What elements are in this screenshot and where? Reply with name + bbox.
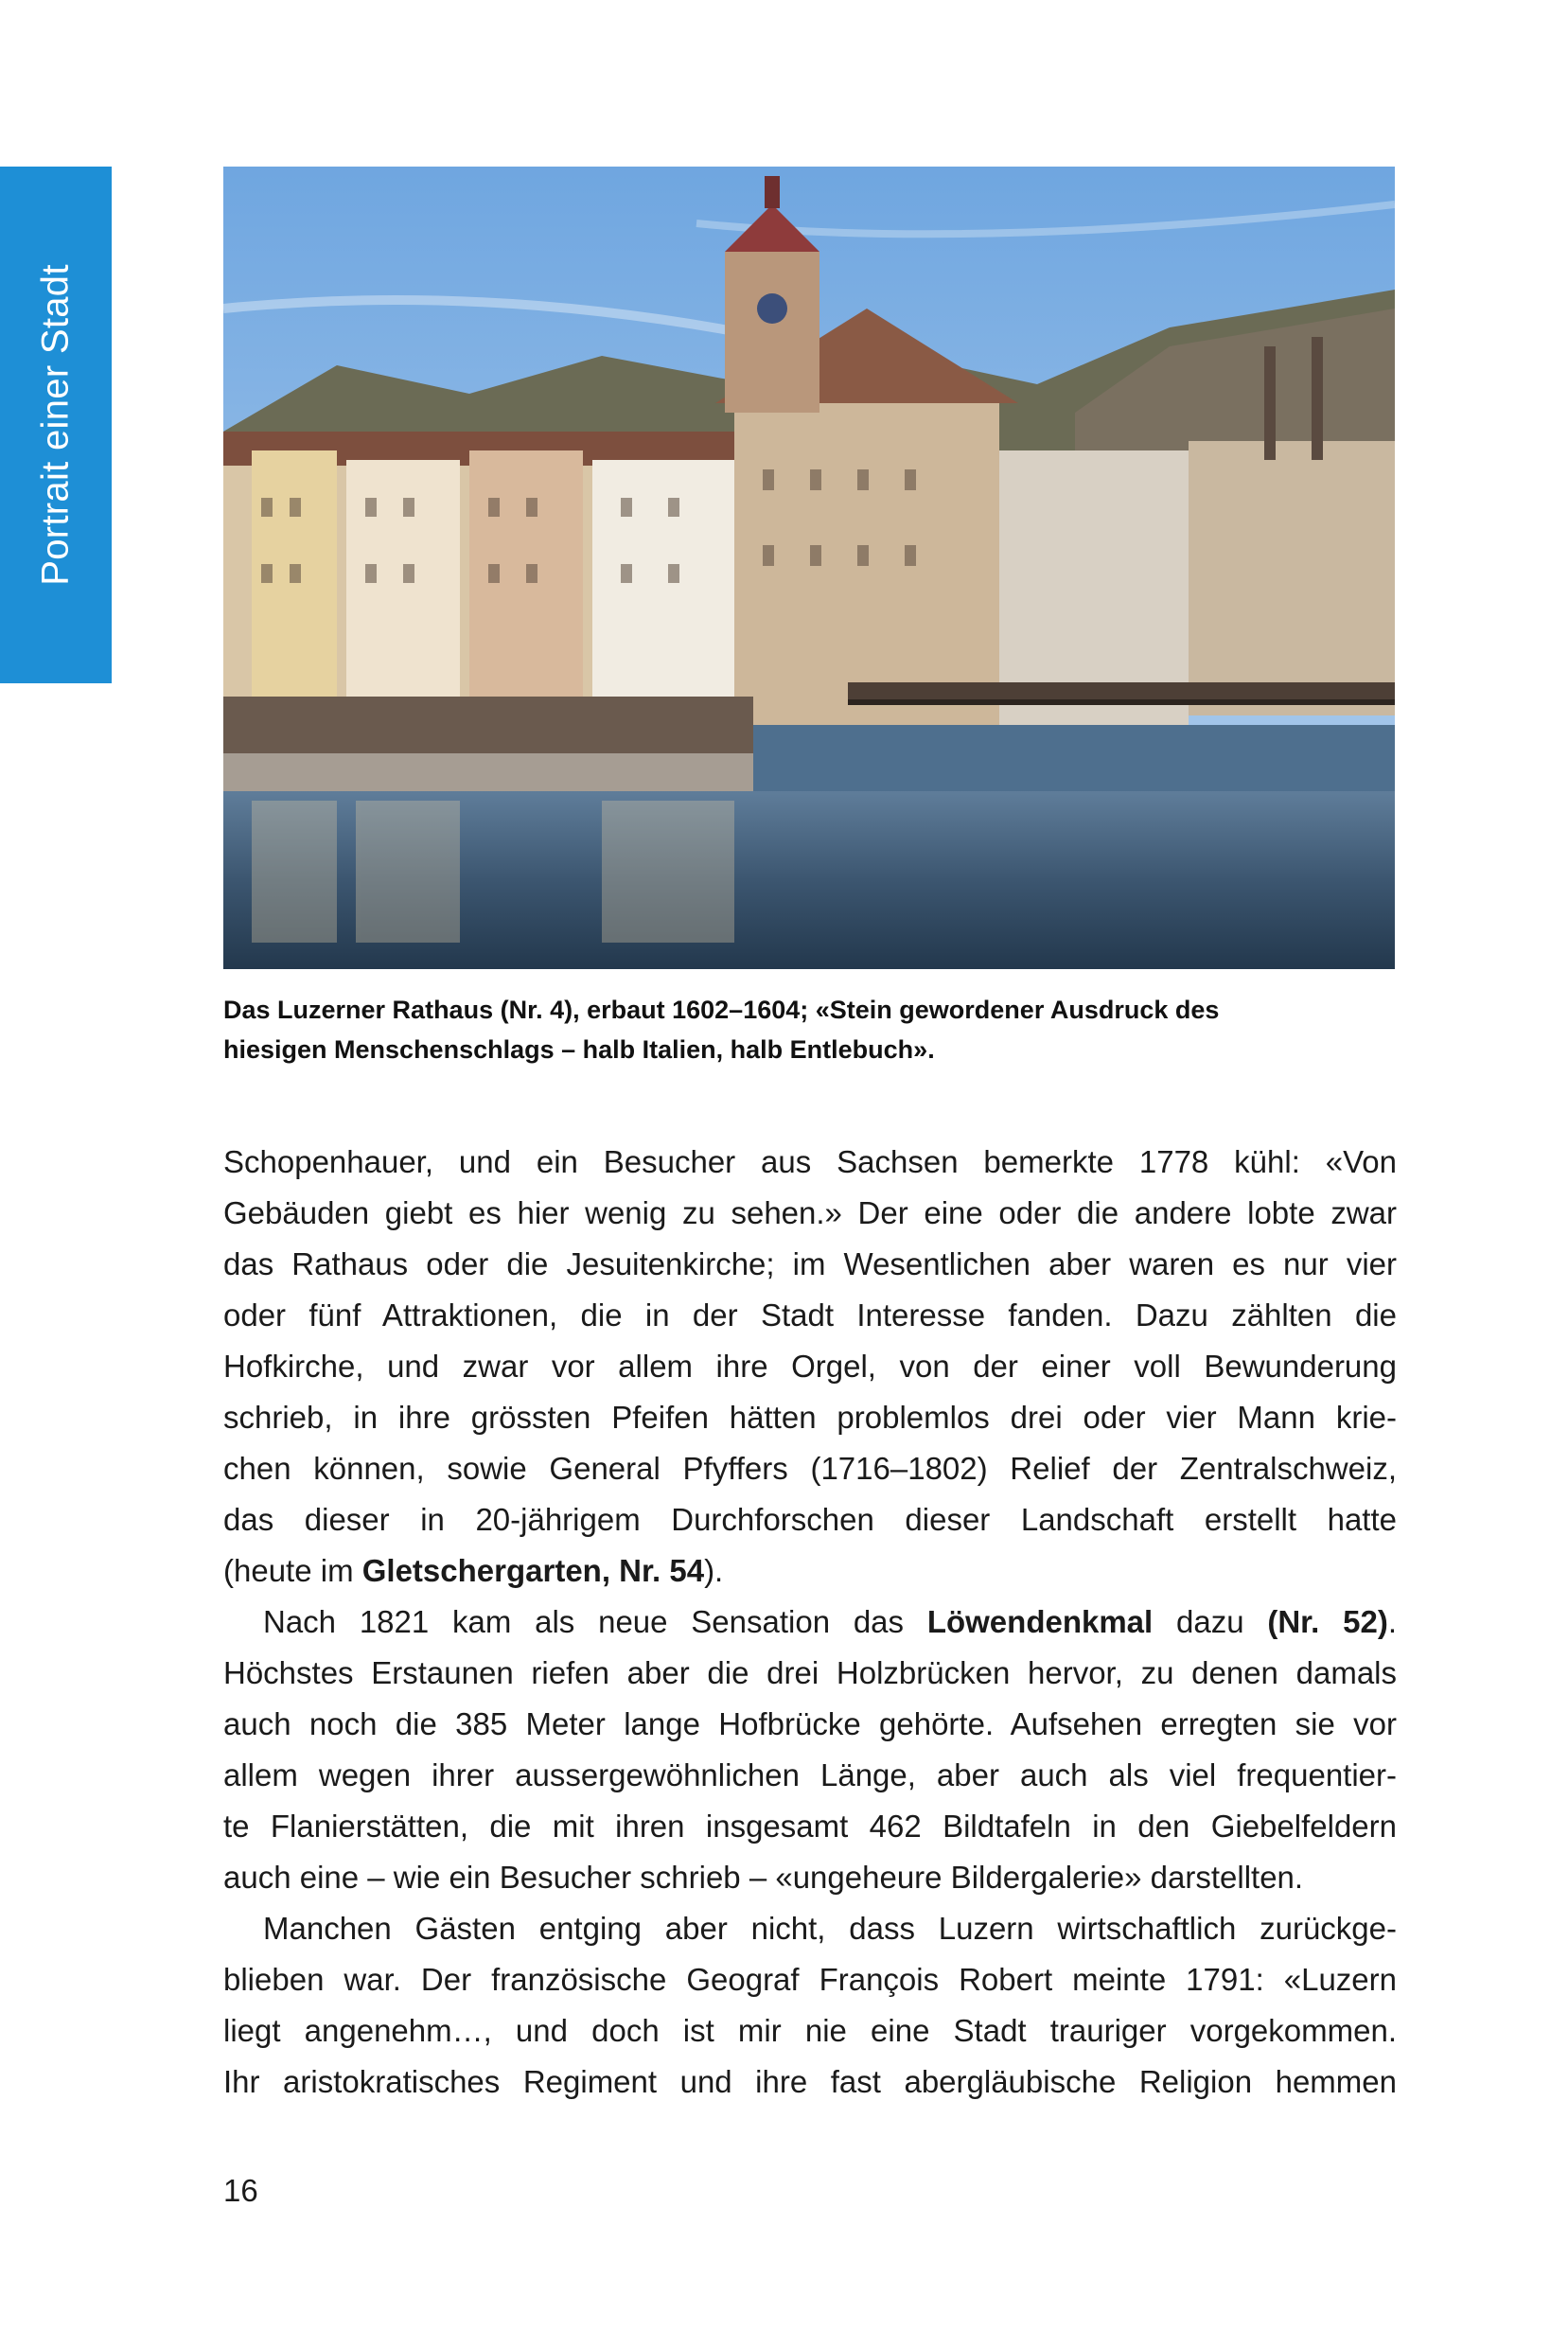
text-line: auch noch die 385 Meter lange Hofbrücke gehörte. Aufsehen erregten sie vor	[223, 1706, 1397, 1741]
text-line: oder fünf Attraktionen, die in der Stadt Interesse fanden. Dazu zählten die	[223, 1298, 1397, 1333]
text-line: Hofkirche, und zwar vor allem ihre Orgel, von der einer voll Bewunderung	[223, 1349, 1397, 1384]
text-line: allem wegen ihrer aussergewöhnlichen Länge, aber auch als viel frequentier-	[223, 1757, 1397, 1792]
text-line: das dieser in 20-jährigem Durchforschen dieser Landschaft erstellt hatte	[223, 1502, 1397, 1537]
text-line: Gebäuden giebt es hier wenig zu sehen.» Der eine oder die andere lobte zwar	[223, 1195, 1397, 1230]
loewendenkmal-reference: Löwendenkmal	[926, 1604, 1154, 1639]
text-line	[223, 1597, 1397, 1648]
text-line: auch eine – wie ein Besucher schrieb – «ungeheure Bildergalerie» darstellten.	[223, 1860, 1304, 1895]
text-line: das Rathaus oder die Jesuitenkirche; im Wesentlichen aber waren es nur vier	[223, 1246, 1397, 1281]
city-photo	[223, 167, 1395, 969]
text-segment: Nach 1821 kam als neue Sensation das	[263, 1604, 927, 1639]
section-tab-label: Portrait einer Stadt	[34, 264, 77, 586]
text-segment: (heute im	[223, 1553, 362, 1588]
text-line: Manchen Gästen entging aber nicht, dass Luzern wirtschaftlich zurückge-	[263, 1911, 1397, 1946]
text-line: Ihr aristokratisches Regiment und ihre fast abergläubische Religion hemmen	[223, 2064, 1397, 2099]
text-line: te Flanierstätten, die mit ihren insgesamt 462 Bildtafeln in den Giebelfeldern	[223, 1809, 1397, 1844]
number-reference: (Nr. 52)	[1267, 1604, 1388, 1639]
section-tab	[0, 167, 112, 683]
text-line: liegt angenehm…, und doch ist mir nie eine Stadt trauriger vorgekommen.	[223, 2013, 1397, 2048]
gletschergarten-reference: Gletschergarten, Nr. 54	[361, 1553, 705, 1588]
text-segment: dazu	[1153, 1604, 1268, 1639]
text-line: Höchstes Erstaunen riefen aber die drei Holzbrücken hervor, zu denen damals	[223, 1655, 1397, 1690]
caption-line: hiesigen Menschenschlags – halb Italien, halb Entlebuch».	[223, 1035, 935, 1064]
photo-caption	[223, 990, 1397, 1069]
body-text	[223, 1137, 1397, 2108]
text-line: Schopenhauer, und ein Besucher aus Sachsen bemerkte 1778 kühl: «Von	[223, 1144, 1397, 1179]
caption-line: Das Luzerner Rathaus (Nr. 4), erbaut 1602–1604; «Stein gewordener Ausdruck des	[223, 996, 1220, 1024]
text-line	[223, 1545, 1397, 1597]
text-segment: .	[1387, 1604, 1397, 1639]
text-segment: ).	[704, 1553, 724, 1588]
page-number: 16	[223, 2173, 258, 2208]
text-line: chen können, sowie General Pfyffers (1716–1802) Relief der Zentralschweiz,	[223, 1451, 1397, 1486]
text-line: schrieb, in ihre grössten Pfeifen hätten problemlos drei oder vier Mann krie-	[223, 1400, 1397, 1435]
text-line: blieben war. Der französische Geograf François Robert meinte 1791: «Luzern	[223, 1962, 1397, 1997]
